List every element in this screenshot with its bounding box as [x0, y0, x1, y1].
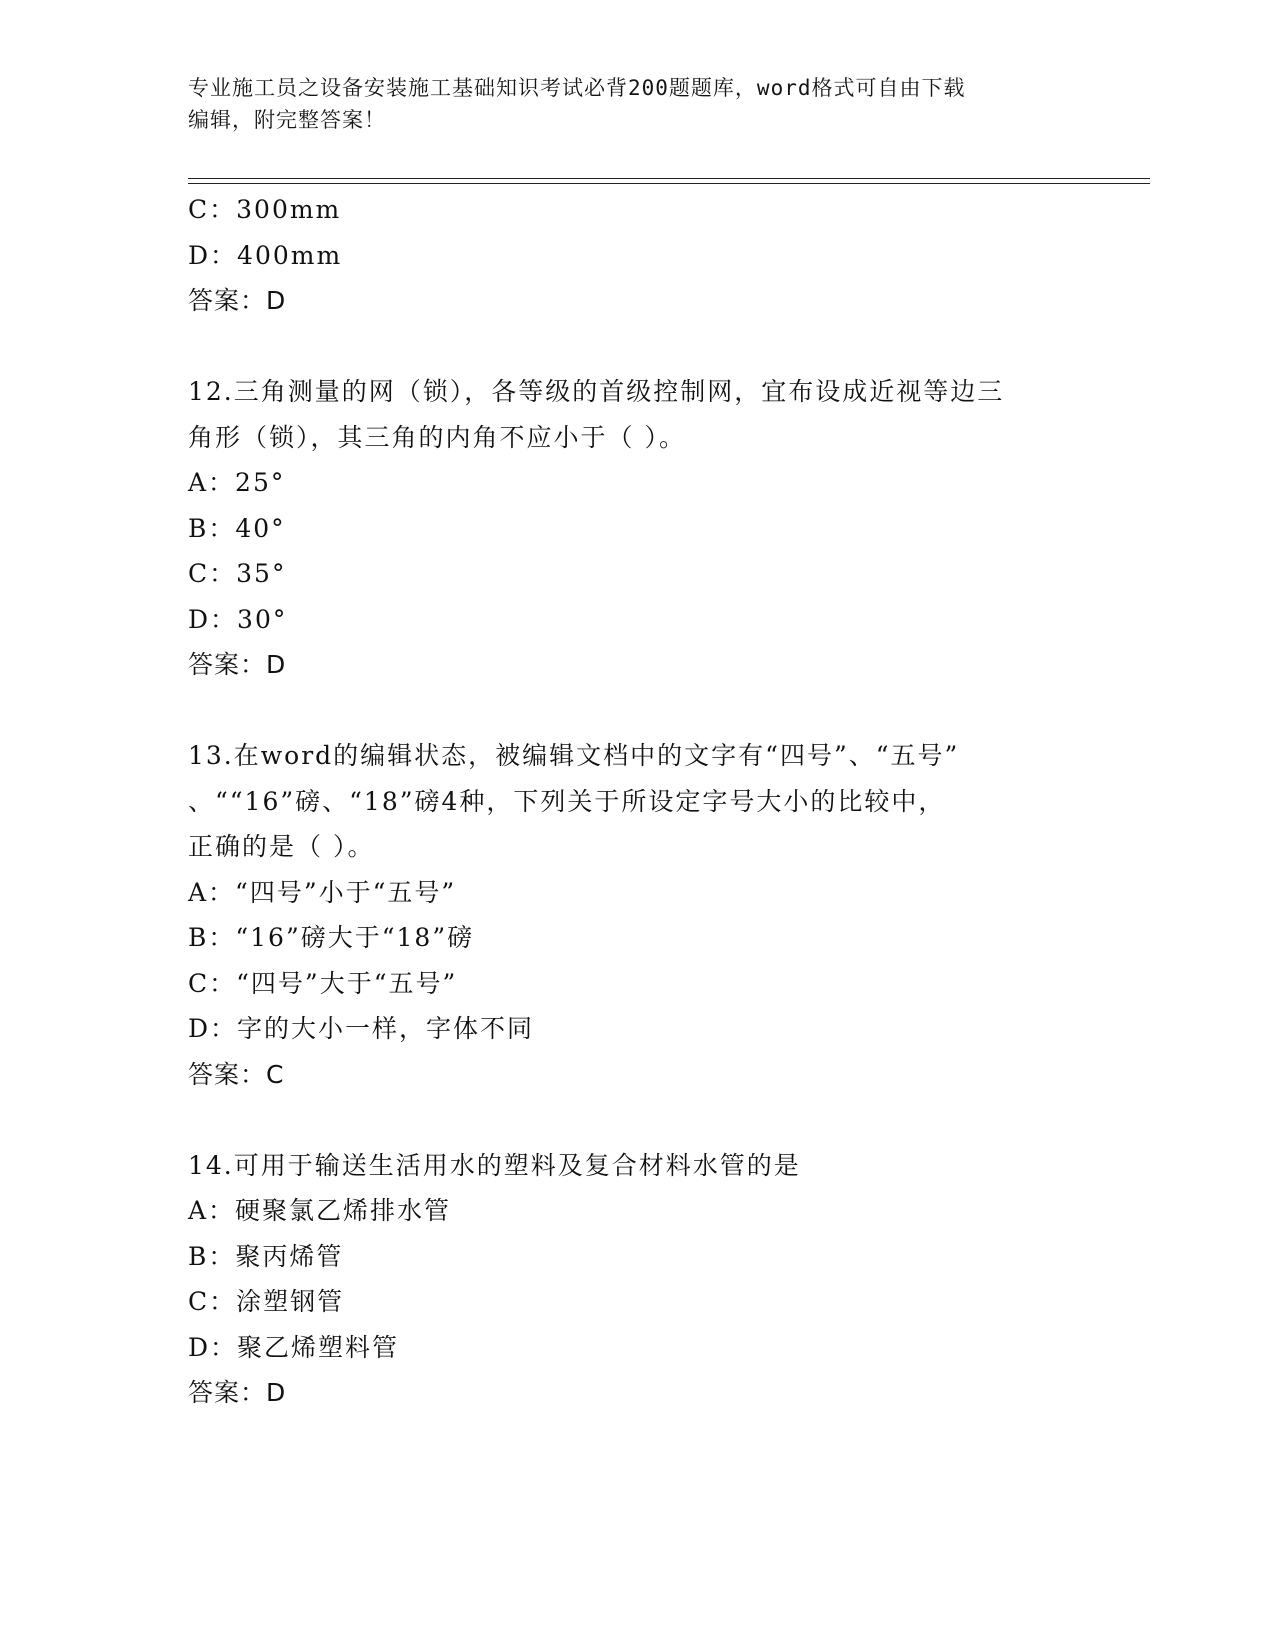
spacer — [188, 688, 1148, 734]
question-text-line: 14.可用于输送生活用水的塑料及复合材料水管的是 — [188, 1150, 801, 1180]
option-a: A：25° — [188, 468, 286, 497]
option-c: C：35° — [188, 559, 287, 588]
question-14 — [188, 1143, 1148, 1416]
spacer — [188, 324, 1148, 370]
question-text-line: 12.三角测量的网（锁），各等级的首级控制网，宜布设成近视等边三 — [188, 377, 1005, 406]
option-a: A：硬聚氯乙烯排水管 — [188, 1196, 452, 1225]
option-d: D：30° — [188, 604, 288, 634]
option-b: B：聚丙烯管 — [188, 1241, 344, 1271]
question-text-line: 正确的是（ ）。 — [188, 832, 375, 861]
question-12 — [188, 369, 1148, 688]
option-c: C：涂塑钢管 — [188, 1287, 345, 1316]
header-title-line-2: 编辑，附完整答案！ — [188, 108, 386, 132]
question-text-line: 角形（锁），其三角的内角不应小于（ ）。 — [188, 422, 686, 452]
option-d: D：字的大小一样，字体不同 — [188, 1014, 535, 1043]
option-c: C：“四号”大于“五号” — [188, 968, 458, 998]
header-divider-top — [188, 178, 1150, 179]
question-11-tail — [188, 187, 1148, 324]
answer: 答案：D — [188, 650, 287, 679]
answer: 答案：C — [188, 1059, 285, 1089]
answer: 答案：D — [188, 286, 287, 315]
document-header — [188, 72, 1088, 136]
option-d: D：400mm — [188, 240, 343, 270]
spacer — [188, 1097, 1148, 1143]
header-title-line-1: 专业施工员之设备安装施工基础知识考试必背200题题库，word格式可自由下载 — [188, 76, 966, 100]
option-b: B：“16”磅大于“18”磅 — [188, 923, 475, 952]
question-13 — [188, 733, 1148, 1097]
option-d: D：聚乙烯塑料管 — [188, 1332, 400, 1362]
header-divider-bottom — [188, 183, 1150, 184]
option-c: C：300mm — [188, 195, 342, 224]
option-a: A：“四号”小于“五号” — [188, 877, 457, 907]
question-text-line: 、““16”磅、“18”磅4种，下列关于所设定字号大小的比较中， — [188, 786, 946, 816]
answer: 答案：D — [188, 1378, 287, 1407]
document-body — [188, 187, 1148, 1416]
question-text-line: 13.在word的编辑状态，被编辑文档中的文字有“四号”、“五号” — [188, 741, 960, 770]
option-b: B：40° — [188, 513, 286, 543]
